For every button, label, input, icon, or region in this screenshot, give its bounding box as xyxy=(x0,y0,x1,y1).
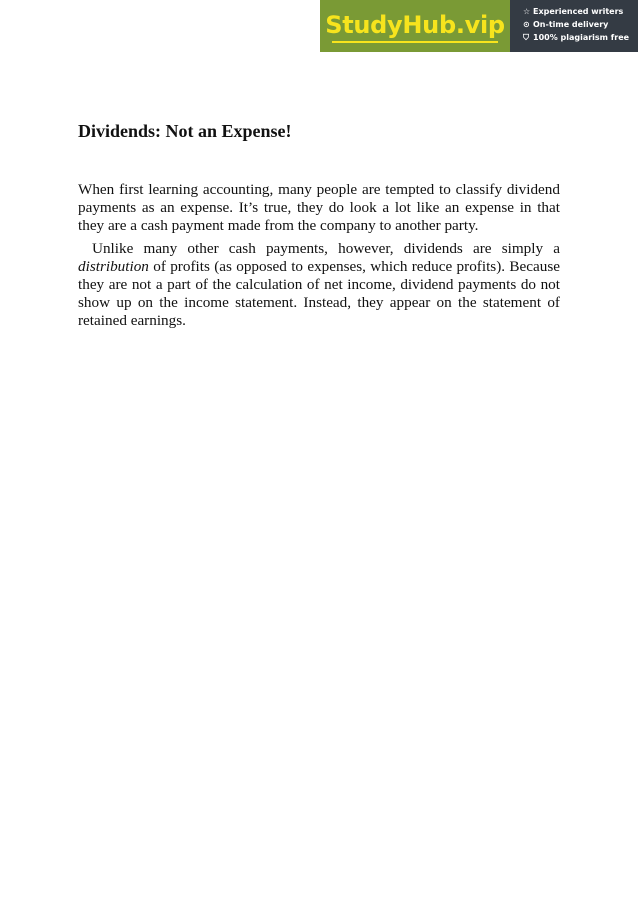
logo-underline xyxy=(332,41,498,43)
paragraph-text-after: of profits (as opposed to expenses, which reduce profits). Because they are not a part of the calculation of net income, dividend payments do not show up on the income statement. Instead, they appear on the statement of retained earnings. xyxy=(78,257,560,330)
feature-list xyxy=(510,0,638,52)
paragraph-intro: When first learning accounting, many people are tempted to classify dividend payments as an expense. It’s true, they do look a lot like an expense in that they are a cash payment made from the company to another party. xyxy=(78,181,560,235)
emphasis-distribution: distribution xyxy=(78,257,149,275)
paragraph-text-before: Unlike many other cash payments, however, dividends are simply a xyxy=(92,239,560,257)
studyhub-logo[interactable] xyxy=(320,0,510,52)
document-body xyxy=(78,181,560,331)
studyhub-banner[interactable] xyxy=(320,0,638,52)
feature-label: 100% plagiarism free xyxy=(533,33,630,42)
feature-plagiarism-free xyxy=(523,32,638,43)
logo-text: StudyHub.vip xyxy=(325,11,505,39)
clock-icon: ⊙ xyxy=(523,20,530,29)
star-icon: ☆ xyxy=(523,7,531,16)
feature-on-time-delivery xyxy=(523,19,638,30)
feature-label: Experienced writers xyxy=(533,7,624,16)
feature-experienced-writers xyxy=(523,6,638,17)
feature-label: On-time delivery xyxy=(533,20,609,29)
document-title: Dividends: Not an Expense! xyxy=(78,121,292,141)
shield-icon: ⛉ xyxy=(523,32,529,42)
paragraph-distribution xyxy=(78,240,560,331)
